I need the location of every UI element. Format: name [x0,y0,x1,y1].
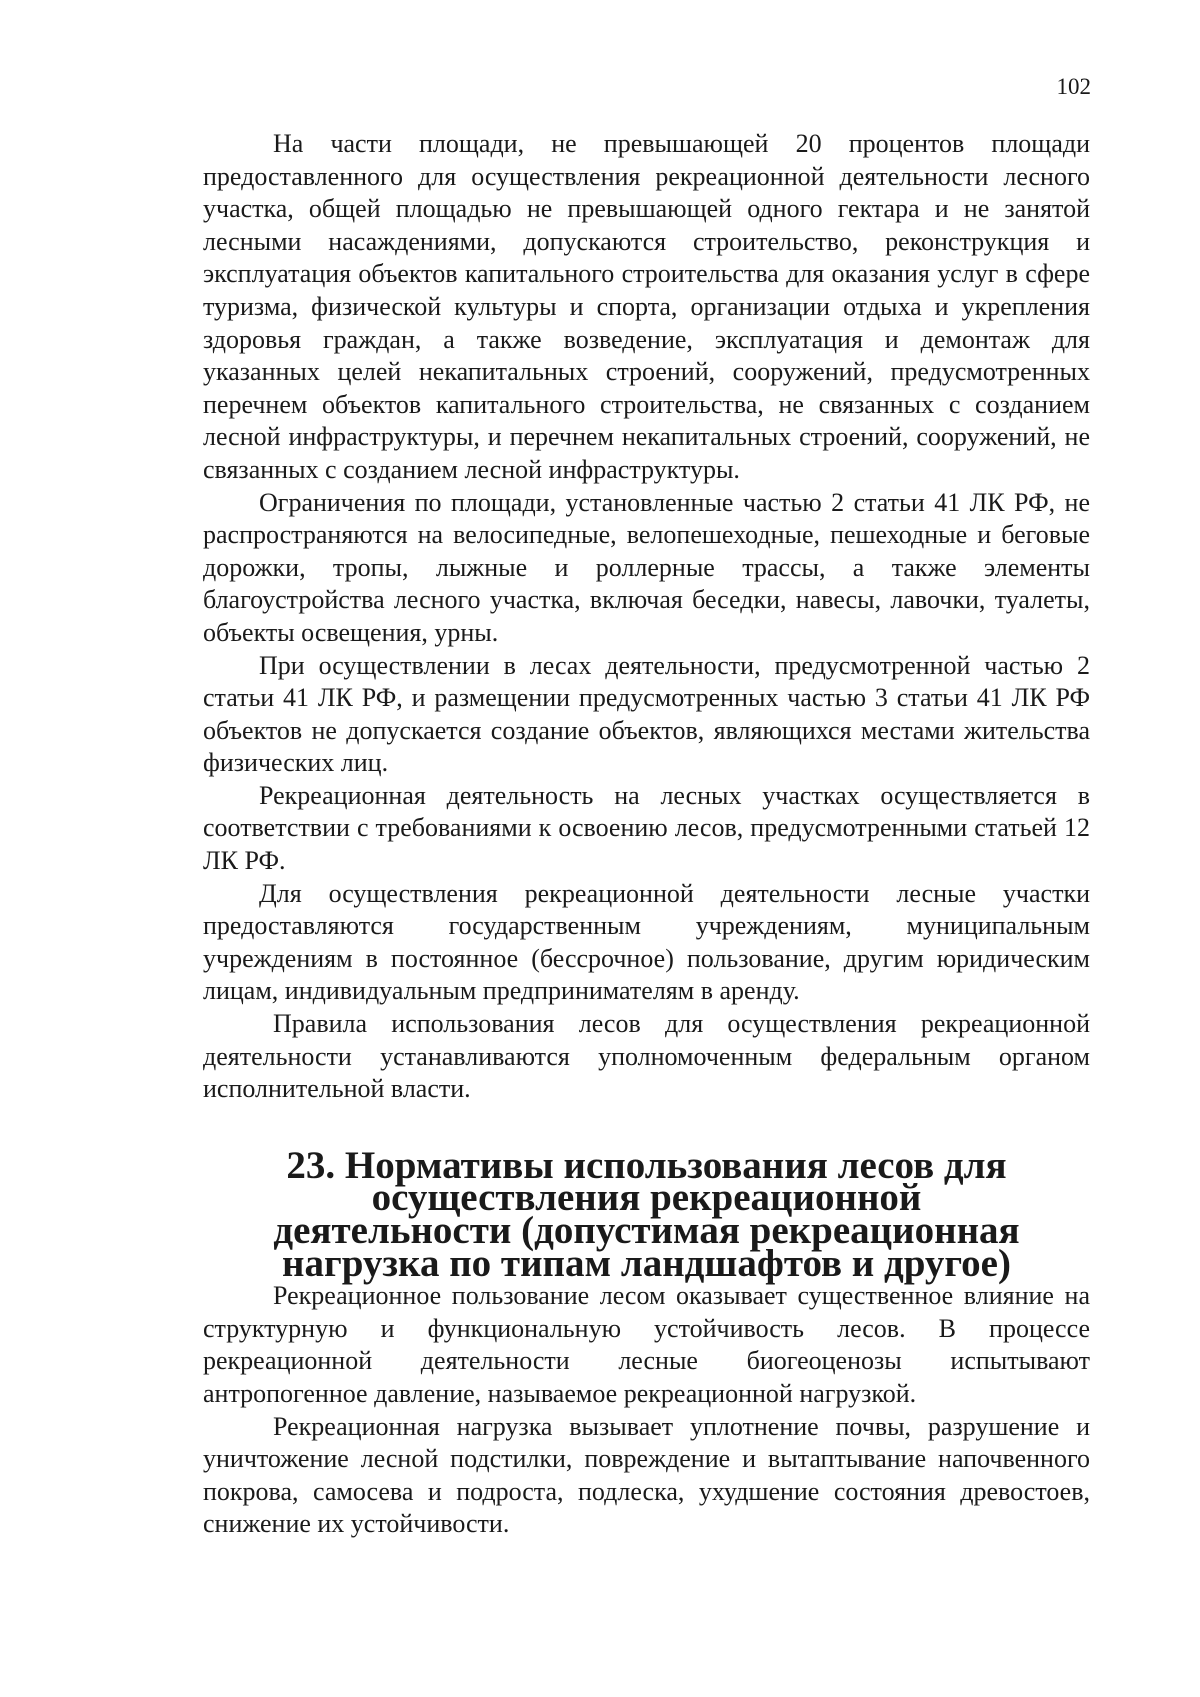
paragraph: На части площади, не превышающей 20 процентов площади предоставленного для осуществления рекреационной деятельности лесного участка, общей площадью не превышающей одного гектара и не занятой лесными насаждениями, допускаются строительство, реконструкция и эксплуатация объектов капитального строительства для оказания услуг в сфере туризма, физической культуры и спорта, организации отдыха и укрепления здоровья граждан, а также возведение, эксплуатация и демонтаж для указанных целей некапитальных строений, сооружений, предусмотренных перечнем объектов капитального строительства, не связанных с созданием лесной инфраструктуры, и перечнем некапитальных строений, сооружений, не связанных с созданием лесной инфраструктуры. [203,129,1090,484]
paragraph: Правила использования лесов для осуществления рекреационной деятельности устанавливаются уполномоченным федеральным органом исполнительной власти. [203,1009,1090,1104]
section-heading: 23. Нормативы использования лесов для осуществления рекреационной деятельности (допустимая рекреационная нагрузка по типам ландшафтов и другое) [273,1143,1020,1285]
paragraph: Рекреационная деятельность на лесных участках осуществляется в соответствии с требованиями к освоению лесов, предусмотренными статьей 12 ЛК РФ. [203,780,1090,876]
paragraph: Ограничения по площади, установленные частью 2 статьи 41 ЛК РФ, не распространяются на велосипедные, велопешеходные, пешеходные и беговые дорожки, тропы, лыжные и роллерные трассы, а также элементы благоустройства лесного участка, включая беседки, навесы, лавочки, туалеты, объекты освещения, урны. [203,487,1090,647]
paragraph: При осуществлении в лесах деятельности, предусмотренной частью 2 статьи 41 ЛК РФ, и размещении предусмотренных частью 3 статьи 41 ЛК РФ объектов не допускается создание объектов, являющихся местами жительства физических лиц. [203,650,1090,778]
paragraph: Рекреационная нагрузка вызывает уплотнение почвы, разрушение и уничтожение лесной подстилки, повреждение и вытаптывание напочвенного покрова, самосева и подроста, подлеска, ухудшение состояния древостоев, снижение их устойчивости. [203,1411,1090,1539]
page-number: 102 [1056,74,1091,99]
paragraph: Для осуществления рекреационной деятельности лесные участки предоставляются государственным учреждениям, муниципальным учреждениям в постоянное (бессрочное) пользование, другим юридическим лицам, индивидуальным предпринимателям в аренду. [203,878,1090,1006]
document-body [203,128,1090,1541]
paragraph: Рекреационное пользование лесом оказывает существенное влияние на структурную и функциональную устойчивость лесов. В процессе рекреационной деятельности лесные биогеоценозы испытывают антропогенное давление, называемое рекреационной нагрузкой. [203,1281,1090,1408]
